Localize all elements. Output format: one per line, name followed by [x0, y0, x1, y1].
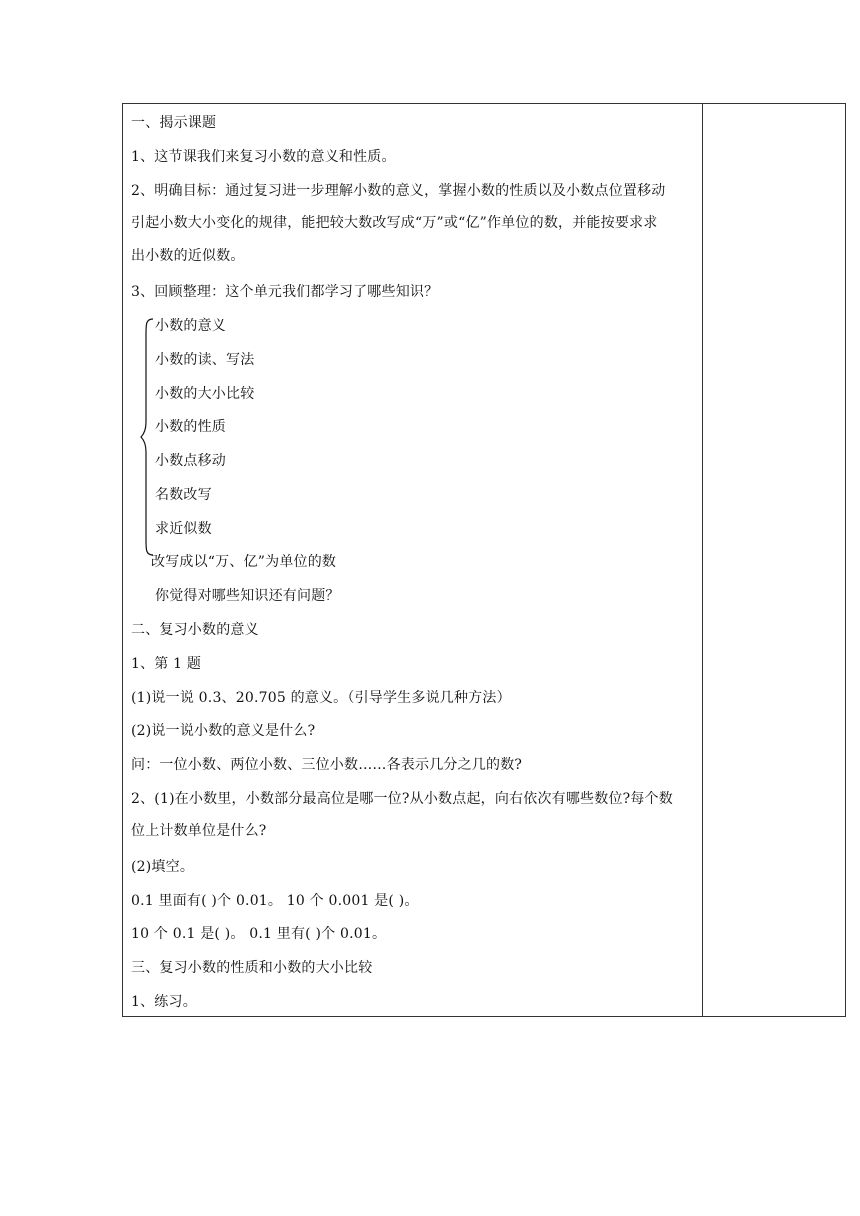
knowledge-item: 小数的读、写法 [155, 352, 255, 368]
knowledge-item: 小数的意义 [155, 318, 226, 334]
follow-up-question: 你觉得对哪些知识还有问题？ [155, 588, 340, 604]
objective-line-2: 引起小数大小变化的规律，能把较大数改写成“万”或“亿”作单位的数，并能按要求求 [131, 215, 658, 231]
exercise-line: 1、练习。 [131, 994, 197, 1010]
knowledge-item: 小数点移动 [155, 453, 226, 469]
knowledge-item: 改写成以“万、亿”为单位的数 [151, 554, 337, 570]
knowledge-item: 小数的大小比较 [155, 386, 255, 402]
knowledge-item: 名数改写 [155, 487, 212, 503]
objective-line-1: 2、明确目标：通过复习进一步理解小数的意义，掌握小数的性质以及小数点位置移动 [131, 183, 666, 199]
knowledge-item: 求近似数 [155, 521, 212, 537]
heading-review-properties: 三、复习小数的性质和小数的大小比较 [131, 960, 373, 976]
review-question: 3、回顾整理：这个单元我们都学习了哪些知识？ [131, 284, 439, 300]
question-ask: 问：一位小数、两位小数、三位小数……各表示几分之几的数? [131, 757, 523, 773]
knowledge-brace [140, 318, 154, 556]
fill-blank-line-1: 0.1 里面有( )个 0.01。 10 个 0.001 是( )。 [131, 893, 419, 909]
heading-review-meaning: 二、复习小数的意义 [131, 622, 259, 638]
question-1-part-1: (1)说一说 0.3、20.705 的意义。（引导学生多说几种方法） [131, 690, 511, 706]
question-1-part-2: (2)说一说小数的意义是什么? [131, 723, 316, 739]
objective-line-3: 出小数的近似数。 [131, 248, 245, 264]
table-column-divider [702, 103, 703, 1017]
heading-reveal-topic: 一、揭示课题 [131, 115, 217, 131]
question-2-part-1-line-2: 位上计数单位是什么? [131, 823, 267, 839]
question-1-title: 1、第 1 题 [131, 656, 202, 672]
question-2-part-2: (2)填空。 [131, 859, 195, 875]
knowledge-item: 小数的性质 [155, 419, 226, 435]
intro-line: 1、这节课我们来复习小数的意义和性质。 [131, 149, 396, 165]
fill-blank-line-2: 10 个 0.1 是( )。 0.1 里有( )个 0.01。 [131, 926, 387, 942]
question-2-part-1-line-1: 2、(1)在小数里，小数部分最高位是哪一位?从小数点起，向右依次有哪些数位?每个数 [131, 791, 673, 807]
